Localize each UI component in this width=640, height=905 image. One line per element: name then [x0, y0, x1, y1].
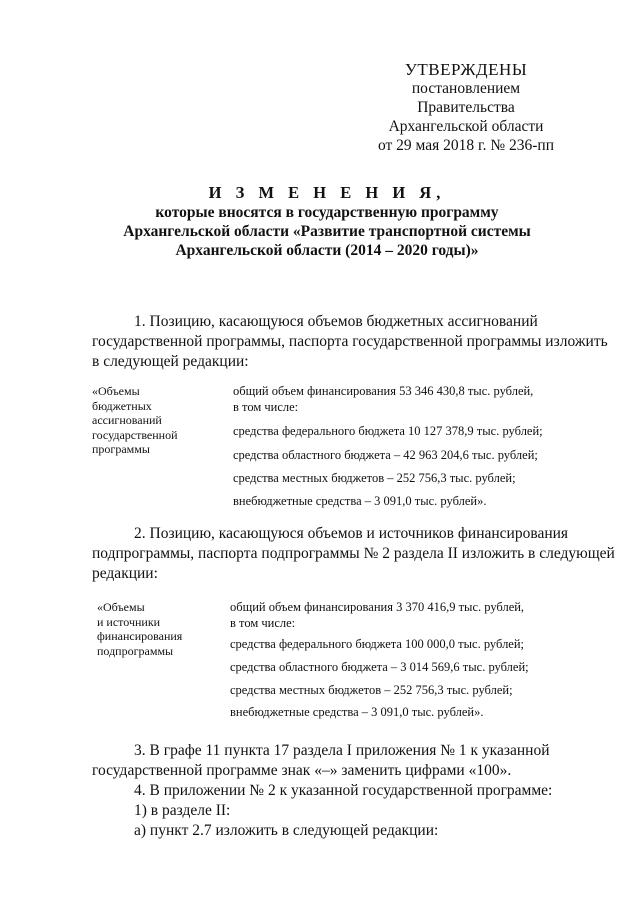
table-2-row: средства областного бюджета – 3 014 569,6 тыс. рублей;	[230, 660, 529, 674]
table-1-row: средства федерального бюджета 10 127 378,9 тыс. рублей;	[233, 424, 543, 438]
approval-heading: УТВЕРЖДЕНЫ	[404, 60, 528, 79]
item-2-line: подпрограммы, паспорта подпрограммы № 2 раздела II изложить в следующей	[92, 545, 615, 562]
table-2-row: в том числе:	[230, 616, 296, 630]
item-2-paragraph	[92, 524, 615, 584]
item-4-subitem: а) пункт 2.7 изложить в следующей редакции:	[134, 822, 439, 839]
title-line: Архангельской области (2014 – 2020 годы)»	[175, 242, 479, 259]
approval-line: Архангельской области	[388, 118, 544, 135]
label-line: подпрограммы	[97, 643, 174, 658]
table-1-row: внебюджетные средства – 3 091,0 тыс. рублей».	[233, 494, 487, 508]
item-3-line: 3. В графе 11 пункта 17 раздела I приложения № 1 к указанной	[134, 742, 550, 759]
table-2-label	[97, 600, 182, 658]
item-1-line: в следующей редакции:	[92, 353, 249, 370]
approval-line: постановлением Правительства	[411, 80, 521, 116]
item-1-line: 1. Позицию, касающуюся объемов бюджетных ассигнований	[134, 313, 538, 330]
item-4-paragraph	[92, 781, 568, 841]
item-4-line: 4. В приложении № 2 к указанной государственной программе:	[134, 782, 553, 799]
approval-block	[366, 60, 566, 155]
label-line: и источники	[97, 614, 161, 629]
approval-line: от 29 мая 2018 г. № 236-пп	[377, 137, 555, 154]
item-1-line: государственной программы, паспорта государственной программы изложить	[92, 333, 608, 350]
table-2-row: средства местных бюджетов – 252 756,3 тыс. рублей;	[230, 683, 513, 697]
label-line: бюджетных	[92, 398, 152, 413]
table-1-label	[92, 384, 178, 457]
label-line: государственной	[92, 427, 178, 442]
label-line: ассигнований	[92, 413, 162, 427]
table-1-row: в том числе:	[233, 400, 299, 414]
item-3-paragraph	[92, 741, 568, 781]
funding-table-1	[92, 384, 592, 514]
table-2-row: средства федерального бюджета 100 000,0 тыс. рублей;	[230, 637, 525, 651]
label-line: «Объемы	[97, 600, 145, 614]
item-3-line: государственной программе знак «–» заменить цифрами «100».	[92, 762, 512, 779]
table-1-row: средства местных бюджетов – 252 756,3 тыс. рублей;	[233, 471, 516, 485]
table-1-row: общий объем финансирования 53 346 430,8 тыс. рублей,	[233, 384, 534, 398]
item-2-line: 2. Позицию, касающуюся объемов и источников финансирования	[134, 525, 569, 542]
label-line: финансирования	[97, 629, 183, 643]
title-line: Архангельской области «Развитие транспортной системы	[123, 223, 531, 240]
label-line: программы	[92, 442, 150, 456]
item-4-subitem: 1) в разделе II:	[134, 802, 231, 819]
document-title	[92, 183, 562, 260]
label-line: «Объемы	[92, 384, 140, 398]
item-2-line: редакции:	[92, 565, 158, 582]
table-2-row: общий объем финансирования 3 370 416,9 тыс. рублей,	[230, 600, 525, 614]
title-spaced: И З М Е Н Е Н И Я,	[208, 183, 446, 202]
title-line: которые вносятся в государственную программу	[155, 204, 499, 221]
item-1-paragraph	[92, 312, 608, 372]
table-2-row: внебюджетные средства – 3 091,0 тыс. рублей».	[230, 705, 484, 719]
table-1-row: средства областного бюджета – 42 963 204,6 тыс. рублей;	[233, 448, 538, 462]
funding-table-2	[97, 600, 597, 720]
